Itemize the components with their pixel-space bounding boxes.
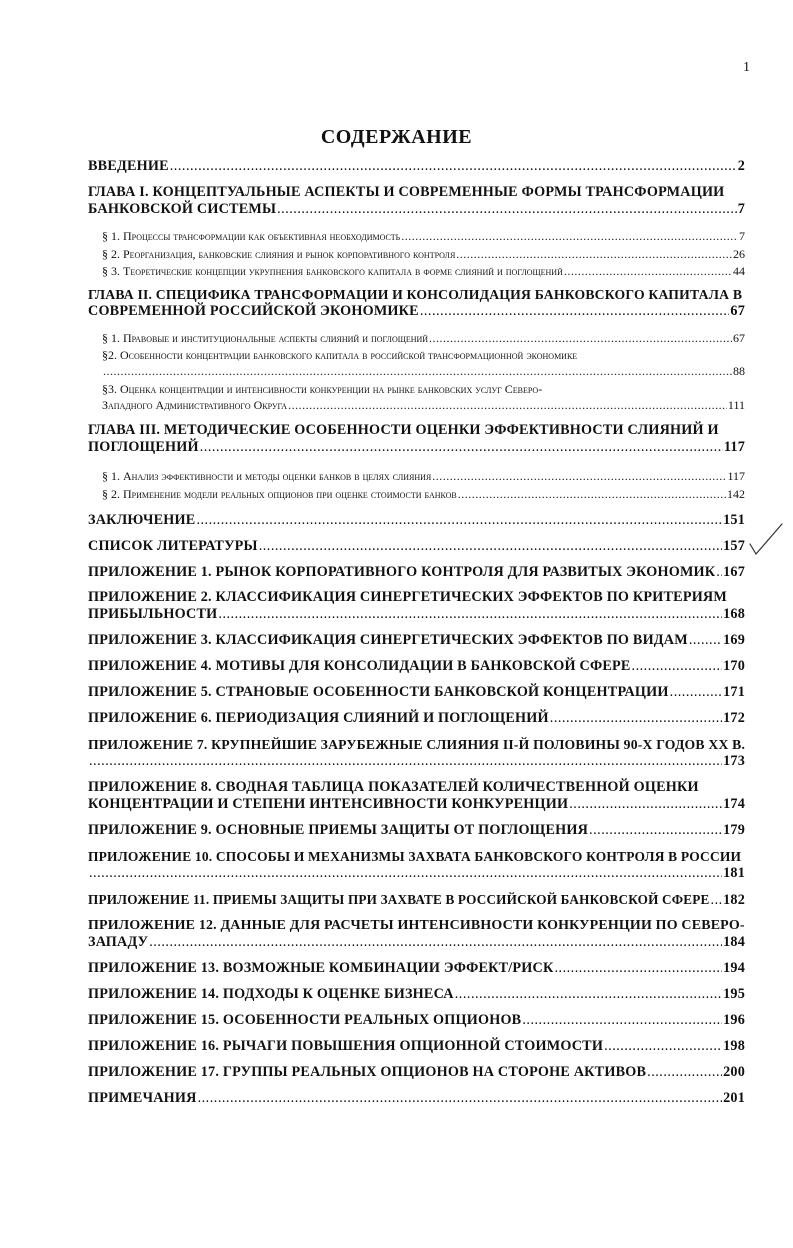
toc-entry-bibliography[interactable] <box>88 538 745 555</box>
dot-leader <box>196 512 722 529</box>
toc-page-number: 117 <box>723 439 745 455</box>
toc-entry-intro[interactable] <box>88 158 745 175</box>
toc-entry-title-line2: ПРИБЫЛЬНОСТИ <box>88 606 218 622</box>
dot-leader <box>689 632 722 649</box>
toc-page-number: 117 <box>727 469 745 483</box>
toc-page-number: 88 <box>733 364 745 378</box>
toc-page-number: 168 <box>723 606 745 622</box>
toc-entry-appendix-6[interactable] <box>88 710 745 727</box>
dot-leader <box>429 330 732 346</box>
dot-leader <box>647 1064 722 1081</box>
toc-entry-title: ПРИЛОЖЕНИЕ 7. КРУПНЕЙШИЕ ЗАРУБЕЖНЫЕ СЛИЯНИЯ II-Й ПОЛОВИНЫ 90-Х ГОДОВ XX В. <box>88 737 746 752</box>
toc-page-number: 167 <box>723 564 745 580</box>
toc-entry-title: ПРИЛОЖЕНИЕ 14. ПОДХОДЫ К ОЦЕНКЕ БИЗНЕСА <box>88 986 454 1002</box>
toc-page-number: 182 <box>723 892 745 908</box>
toc-entry-section-1-2[interactable] <box>88 246 745 262</box>
toc-entry-section-1-3[interactable] <box>88 263 745 279</box>
toc-entry-appendix-1[interactable] <box>88 564 745 581</box>
toc-entry-appendix-14[interactable] <box>88 986 745 1003</box>
toc-entry-title: ПРИЛОЖЕНИЕ 11. ПРИЕМЫ ЗАЩИТЫ ПРИ ЗАХВАТЕ В РОССИЙСКОЙ БАНКОВСКОЙ СФЕРЕ <box>88 892 710 907</box>
page-title: СОДЕРЖАНИЕ <box>320 126 473 148</box>
dot-leader <box>670 684 722 701</box>
dot-leader <box>170 158 737 175</box>
toc-page-number: 169 <box>723 632 745 648</box>
toc-entry-appendix-8[interactable] <box>88 779 745 813</box>
toc-entry-title-line2: СОВРЕМЕННОЙ РОССИЙСКОЙ ЭКОНОМИКЕ <box>88 303 419 319</box>
toc-entry-title: § 1. Анализ эффективности и методы оценки банков в целях слияния <box>102 469 432 483</box>
toc-entry-title: ПРИЛОЖЕНИЕ 10. СПОСОБЫ И МЕХАНИЗМЫ ЗАХВАТА БАНКОВСКОГО КОНТРОЛЯ В РОССИИ <box>88 849 742 864</box>
dot-leader <box>89 865 722 882</box>
dot-leader <box>589 822 722 839</box>
toc-page-number: 67 <box>733 331 745 345</box>
toc-entry-title: § 1. Правовые и институциональные аспекты слияний и поглощений <box>102 331 429 345</box>
toc-entry-title-line1: ПРИЛОЖЕНИЕ 8. СВОДНАЯ ТАБЛИЦА ПОКАЗАТЕЛЕЙ КОЛИЧЕСТВЕННОЙ ОЦЕНКИ <box>88 779 699 795</box>
dot-leader <box>716 564 722 581</box>
toc-entry-title-line2: ЗАПАДУ <box>88 934 149 950</box>
toc-entry-title: ПРИЛОЖЕНИЕ 5. СТРАНОВЫЕ ОСОБЕННОСТИ БАНКОВСКОЙ КОНЦЕНТРАЦИИ <box>88 684 669 700</box>
dot-leader <box>259 538 722 555</box>
toc-page-number: 44 <box>733 264 745 278</box>
toc-entry-title-line1: ПРИЛОЖЕНИЕ 12. ДАННЫЕ ДЛЯ РАСЧЕТЫ ИНТЕНСИВНОСТИ КОНКУРЕНЦИИ ПО СЕВЕРО- <box>88 918 745 933</box>
dot-leader <box>432 468 726 484</box>
toc-entry-title: ПРИЛОЖЕНИЕ 1. РЫНОК КОРПОРАТИВНОГО КОНТРОЛЯ ДЛЯ РАЗВИТЫХ ЭКОНОМИК <box>88 564 716 580</box>
toc-entry-appendix-9[interactable] <box>88 822 745 839</box>
dot-leader <box>277 201 737 218</box>
toc-entry-title: ПРИЛОЖЕНИЕ 3. КЛАССИФИКАЦИЯ СИНЕРГЕТИЧЕСКИХ ЭФФЕКТОВ ПО ВИДАМ <box>88 632 688 648</box>
dot-leader <box>218 606 722 623</box>
toc-page-number: 181 <box>723 865 745 881</box>
toc-page-number: 7 <box>739 229 745 243</box>
toc-entry-chapter-2[interactable] <box>88 286 745 320</box>
toc-page-number: 67 <box>730 303 745 319</box>
dot-leader <box>569 796 722 813</box>
toc-entry-appendix-13[interactable] <box>88 960 745 977</box>
dot-leader <box>420 303 730 320</box>
dot-leader <box>554 960 722 977</box>
toc-page-number: 184 <box>723 934 745 950</box>
toc-entry-chapter-3[interactable] <box>88 422 745 456</box>
toc-entry-appendix-7[interactable] <box>88 736 745 770</box>
dot-leader <box>288 397 727 413</box>
dot-leader <box>103 363 732 379</box>
toc-entry-title: § 3. Теоретические концепции укрупнения банковского капитала в форме слияний и поглощений <box>102 264 563 278</box>
toc-entry-notes[interactable] <box>88 1090 745 1107</box>
toc-entry-title-line1: ГЛАВА I. КОНЦЕПТУАЛЬНЫЕ АСПЕКТЫ И СОВРЕМЕННЫЕ ФОРМЫ ТРАНСФОРМАЦИИ <box>88 184 725 200</box>
toc-page-number: 2 <box>737 158 745 174</box>
toc-entry-section-2-2[interactable] <box>88 347 745 379</box>
toc-entry-title-line2: ПОГЛОЩЕНИЙ <box>88 439 199 455</box>
toc-entry-title: ПРИМЕЧАНИЯ <box>88 1090 197 1106</box>
toc-entry-section-2-3[interactable] <box>88 381 745 413</box>
toc-entry-title-line2: Западного Административного Округа <box>102 398 288 412</box>
toc-entry-appendix-4[interactable] <box>88 658 745 675</box>
dot-leader <box>522 1012 722 1029</box>
dot-leader <box>456 246 732 262</box>
dot-leader <box>89 753 722 770</box>
dot-leader <box>550 710 722 727</box>
toc-entry-title-line2: КОНЦЕНТРАЦИИ И СТЕПЕНИ ИНТЕНСИВНОСТИ КОНКУРЕНЦИИ <box>88 796 569 812</box>
toc-page-number: 194 <box>723 960 745 976</box>
toc-entry-title: §2. Особенности концентрации банковского капитала в российской трансформационной экономике <box>102 348 578 362</box>
toc-entry-appendix-12[interactable] <box>88 917 745 951</box>
toc-entry-appendix-3[interactable] <box>88 632 745 649</box>
toc-entry-appendix-11[interactable] <box>88 891 745 909</box>
toc-entry-title: ПРИЛОЖЕНИЕ 6. ПЕРИОДИЗАЦИЯ СЛИЯНИЙ И ПОГЛОЩЕНИЙ <box>88 710 549 726</box>
toc-entry-title: ПРИЛОЖЕНИЕ 13. ВОЗМОЖНЫЕ КОМБИНАЦИИ ЭФФЕКТ/РИСК <box>88 960 554 976</box>
toc-page-number: 26 <box>733 247 745 261</box>
toc-entry-appendix-17[interactable] <box>88 1064 745 1081</box>
toc-entry-title-line2: БАНКОВСКОЙ СИСТЕМЫ <box>88 201 277 217</box>
toc-entry-section-1-1[interactable] <box>88 228 745 244</box>
toc-entry-conclusion[interactable] <box>88 512 745 529</box>
toc-entry-title: ПРИЛОЖЕНИЕ 9. ОСНОВНЫЕ ПРИЕМЫ ЗАЩИТЫ ОТ ПОГЛОЩЕНИЯ <box>88 822 589 838</box>
dot-leader <box>200 439 723 456</box>
toc-page-number: 174 <box>723 796 745 812</box>
toc-entry-title: ПРИЛОЖЕНИЕ 15. ОСОБЕННОСТИ РЕАЛЬНЫХ ОПЦИОНОВ <box>88 1012 522 1028</box>
toc-entry-title: § 2. Реорганизация, банковские слияния и рынок корпоративного контроля <box>102 247 456 261</box>
toc-page-number: 171 <box>723 684 745 700</box>
toc-entry-title: § 1. Процессы трансформации как объективная необходимость <box>102 229 401 243</box>
toc-page-number: 170 <box>723 658 745 674</box>
toc-entry-appendix-2[interactable] <box>88 589 745 623</box>
toc-entry-title: СПИСОК ЛИТЕРАТУРЫ <box>88 538 258 554</box>
toc-entry-title-line1: ГЛАВА II. СПЕЦИФИКА ТРАНСФОРМАЦИИ И КОНСОЛИДАЦИЯ БАНКОВСКОГО КАПИТАЛА В <box>88 287 743 302</box>
toc-entry-title: ПРИЛОЖЕНИЕ 4. МОТИВЫ ДЛЯ КОНСОЛИДАЦИИ В БАНКОВСКОЙ СФЕРЕ <box>88 658 631 674</box>
toc-entry-title-line1: §3. Оценка концентрации и интенсивности конкуренции на рынке банковских услуг Северо- <box>102 382 543 396</box>
toc-entry-appendix-16[interactable] <box>88 1038 745 1055</box>
toc-page-number: 196 <box>723 1012 745 1028</box>
toc-entry-section-3-1[interactable] <box>88 468 745 484</box>
page-number: 1 <box>743 60 750 75</box>
toc-entry-title-line1: ПРИЛОЖЕНИЕ 2. КЛАССИФИКАЦИЯ СИНЕРГЕТИЧЕСКИХ ЭФФЕКТОВ ПО КРИТЕРИЯМ <box>88 589 727 605</box>
dot-leader <box>198 1090 723 1107</box>
toc-entry-title: § 2. Применение модели реальных опционов при оценке стоимости банков <box>102 487 457 501</box>
toc-page-number: 172 <box>723 710 745 726</box>
toc-entry-section-2-1[interactable] <box>88 330 745 346</box>
toc-page-number: 151 <box>723 512 745 528</box>
toc-entry-title: ЗАКЛЮЧЕНИЕ <box>88 512 196 528</box>
toc-entry-appendix-15[interactable] <box>88 1012 745 1029</box>
dot-leader <box>149 934 722 951</box>
toc-page-number: 7 <box>737 201 745 217</box>
toc-entry-title: ПРИЛОЖЕНИЕ 16. РЫЧАГИ ПОВЫШЕНИЯ ОПЦИОННОЙ СТОИМОСТИ <box>88 1038 604 1054</box>
dot-leader <box>711 892 723 909</box>
dot-leader <box>564 263 732 279</box>
toc-page-number: 195 <box>723 986 745 1002</box>
toc-page-number: 157 <box>723 538 745 554</box>
toc-page-number: 142 <box>727 487 745 501</box>
toc-page-number: 179 <box>723 822 745 838</box>
toc-entry-title: ПРИЛОЖЕНИЕ 17. ГРУППЫ РЕАЛЬНЫХ ОПЦИОНОВ НА СТОРОНЕ АКТИВОВ <box>88 1064 647 1080</box>
dot-leader <box>401 228 738 244</box>
toc-entry-chapter-1[interactable] <box>88 184 745 218</box>
toc-page-number: 173 <box>723 753 745 769</box>
toc-entry-appendix-5[interactable] <box>88 684 745 701</box>
dot-leader <box>458 486 726 502</box>
toc-page-number: 201 <box>723 1090 745 1106</box>
toc-entry-title-line1: ГЛАВА III. МЕТОДИЧЕСКИЕ ОСОБЕННОСТИ ОЦЕНКИ ЭФФЕКТИВНОСТИ СЛИЯНИЙ И <box>88 422 719 438</box>
toc-entry-section-3-2[interactable] <box>88 486 745 502</box>
dot-leader <box>632 658 723 675</box>
toc-entry-title: ВВЕДЕНИЕ <box>88 158 169 174</box>
toc-entry-appendix-10[interactable] <box>88 848 745 882</box>
handwritten-check-mark-icon <box>748 522 786 558</box>
toc-page-number: 111 <box>727 398 745 412</box>
dot-leader <box>455 986 722 1003</box>
dot-leader <box>604 1038 722 1055</box>
toc-page-number: 200 <box>723 1064 745 1080</box>
toc-page-number: 198 <box>723 1038 745 1054</box>
